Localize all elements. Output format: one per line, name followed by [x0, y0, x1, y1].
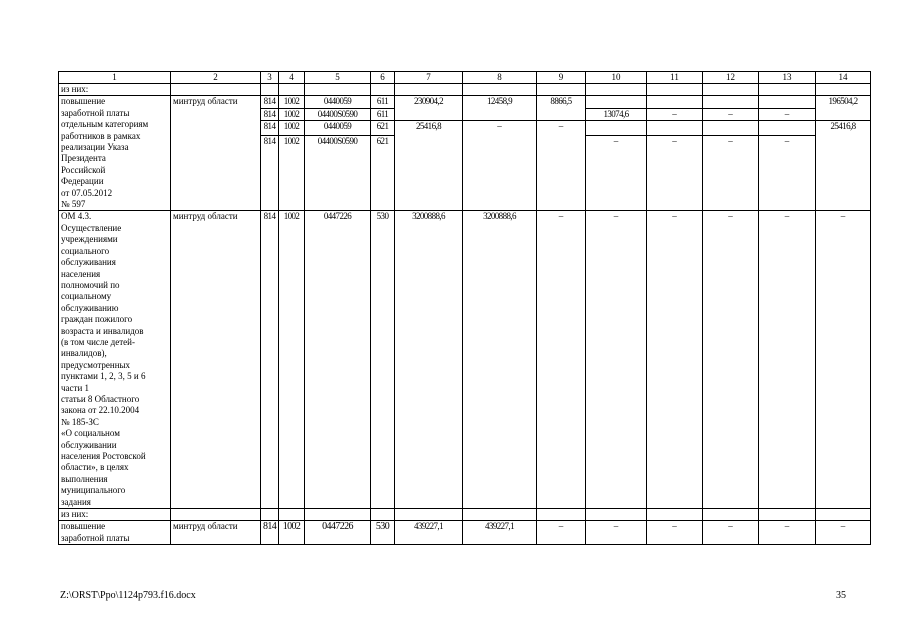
- section-label: из них:: [59, 509, 171, 521]
- cell: [586, 121, 647, 136]
- organization-cell: минтруд области: [171, 96, 261, 211]
- cell: –: [703, 108, 759, 120]
- cell: 25416,8: [395, 121, 463, 211]
- cell: –: [816, 521, 871, 545]
- row-label: повышение заработной платы отдельным категориям работников в рамках реализации Указа Президента Российской Федерации от 07.05.2012 № 597: [59, 96, 171, 211]
- cell: –: [759, 108, 816, 120]
- cell: 230904,2: [395, 96, 463, 121]
- cell: 04400S0590: [305, 108, 371, 120]
- cell: –: [816, 211, 871, 509]
- header-cell: 2: [171, 72, 261, 84]
- cell: 0447226: [305, 521, 371, 545]
- cell: –: [703, 521, 759, 545]
- table-row: [59, 84, 871, 96]
- cell: –: [586, 211, 647, 509]
- cell: 13074,6: [586, 108, 647, 120]
- cell: 530: [371, 211, 395, 509]
- cell: –: [759, 521, 816, 545]
- cell: –: [586, 521, 647, 545]
- header-cell: 3: [261, 72, 279, 84]
- cell: 1002: [279, 521, 305, 545]
- cell: [647, 121, 703, 136]
- header-cell: 9: [537, 72, 586, 84]
- budget-table: [58, 71, 871, 545]
- cell: –: [703, 211, 759, 509]
- table-row: [59, 509, 871, 521]
- header-cell: 7: [395, 72, 463, 84]
- header-cell: 8: [463, 72, 537, 84]
- cell: 814: [261, 96, 279, 108]
- cell: 04400S0590: [305, 136, 371, 211]
- cell: 814: [261, 211, 279, 509]
- cell: –: [759, 211, 816, 509]
- cell: 3200888,6: [463, 211, 537, 509]
- cell: 439227,1: [395, 521, 463, 545]
- row-label: повышение заработной платы: [59, 521, 171, 545]
- cell: 439227,1: [463, 521, 537, 545]
- cell: 196504,2: [816, 96, 871, 121]
- page-number: 35: [836, 590, 846, 601]
- cell: [703, 121, 759, 136]
- cell: 0440059: [305, 121, 371, 136]
- cell: 814: [261, 121, 279, 136]
- cell: [759, 96, 816, 108]
- organization-cell: минтруд области: [171, 211, 261, 509]
- cell: [759, 121, 816, 136]
- cell: –: [647, 136, 703, 211]
- header-cell: 6: [371, 72, 395, 84]
- cell: 814: [261, 521, 279, 545]
- cell: 611: [371, 96, 395, 108]
- section-label: из них:: [59, 84, 171, 96]
- header-cell: 1: [59, 72, 171, 84]
- cell: 1002: [279, 108, 305, 120]
- header-row: [59, 72, 871, 84]
- organization-cell: минтруд области: [171, 521, 261, 545]
- cell: –: [647, 211, 703, 509]
- cell: 814: [261, 108, 279, 120]
- table-row: [59, 521, 871, 545]
- cell: [586, 96, 647, 108]
- header-cell: 10: [586, 72, 647, 84]
- header-cell: 5: [305, 72, 371, 84]
- cell: 0447226: [305, 211, 371, 509]
- cell: 621: [371, 121, 395, 136]
- footer-file-path: Z:\ORST\Ppo\1124p793.f16.docx: [60, 590, 196, 601]
- cell: –: [647, 108, 703, 120]
- header-cell: 4: [279, 72, 305, 84]
- cell: –: [537, 521, 586, 545]
- cell: 621: [371, 136, 395, 211]
- cell: –: [703, 136, 759, 211]
- cell: [703, 96, 759, 108]
- cell: –: [537, 211, 586, 509]
- table-row: [59, 96, 871, 108]
- header-cell: 14: [816, 72, 871, 84]
- row-label: ОМ 4.3. Осуществление учреждениями социального обслуживания населения полномочий по социальному обслуживанию граждан пожилого возраста и инвалидов (в том числе детей- инвалидов), предусмотренных пунктами 1, 2, 3, 5 и 6 части 1 статьи 8 Областного закона от 22.10.2004 № 185-ЗС «О социальном обслуживании населения Ростовской области», в целях выполнения муниципального задания: [59, 211, 171, 509]
- cell: –: [586, 136, 647, 211]
- cell: –: [759, 136, 816, 211]
- cell: 1002: [279, 121, 305, 136]
- cell: 8866,5: [537, 96, 586, 121]
- cell: 25416,8: [816, 121, 871, 211]
- cell: –: [647, 521, 703, 545]
- cell: 530: [371, 521, 395, 545]
- header-cell: 13: [759, 72, 816, 84]
- cell: 0440059: [305, 96, 371, 108]
- cell: 12458,9: [463, 96, 537, 121]
- cell: 814: [261, 136, 279, 211]
- cell: 3200888,6: [395, 211, 463, 509]
- cell: [647, 96, 703, 108]
- cell: –: [463, 121, 537, 211]
- table-row: [59, 211, 871, 509]
- cell: 1002: [279, 136, 305, 211]
- header-cell: 11: [647, 72, 703, 84]
- cell: –: [537, 121, 586, 211]
- header-cell: 12: [703, 72, 759, 84]
- cell: 1002: [279, 96, 305, 108]
- cell: 1002: [279, 211, 305, 509]
- cell: 611: [371, 108, 395, 120]
